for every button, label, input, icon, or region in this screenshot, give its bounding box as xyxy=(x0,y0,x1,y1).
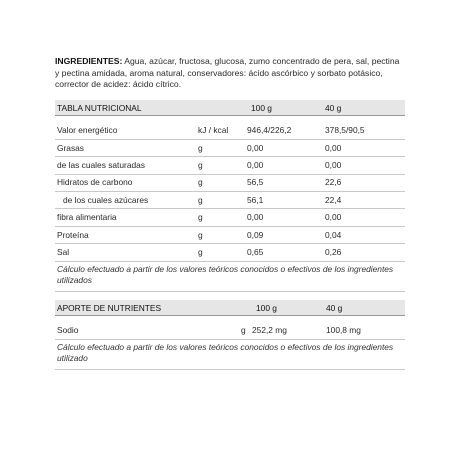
row-value-100g: 56,1 xyxy=(247,194,264,205)
table-row-salt xyxy=(55,244,405,261)
row-unit: g xyxy=(198,177,203,188)
table-row-protein xyxy=(55,227,405,244)
row-value-40g: 100,8 mg xyxy=(326,325,361,336)
table-row-carbohydrates xyxy=(55,175,405,192)
row-unit: kJ / kcal xyxy=(198,125,229,136)
row-name: Grasas xyxy=(57,142,84,153)
row-value-40g: 0,04 xyxy=(325,229,342,240)
ingredients-label: INGREDIENTES: xyxy=(55,56,123,66)
row-value-40g: 378,5/90,5 xyxy=(325,125,365,136)
ingredients-paragraph xyxy=(55,56,405,91)
row-name: Sodio xyxy=(57,325,79,336)
row-name: Valor energético xyxy=(57,125,118,136)
row-unit: g xyxy=(198,160,203,171)
nutrients-table-title: APORTE DE NUTRIENTES xyxy=(57,303,162,314)
row-value-100g: 0,09 xyxy=(247,229,264,240)
ingredients-text: Agua, azúcar, fructosa, glucosa, zumo concentrado de pera, sal, pectina y pectina amidada, aroma natural, conservadores: ácido ascórbico y sorbato potásico, corrector de acidez: ácido cítrico. xyxy=(55,56,400,90)
row-name: Proteína xyxy=(57,229,89,240)
nutrition-table-header xyxy=(55,100,405,116)
nutrients-table-header xyxy=(55,300,405,316)
table-spacer xyxy=(55,292,405,300)
row-value-40g: 22,4 xyxy=(325,194,342,205)
table-row-energy xyxy=(55,116,405,140)
table-row-fiber xyxy=(55,209,405,226)
row-value-100g: 0,65 xyxy=(247,247,264,258)
nutrition-table xyxy=(55,100,405,292)
table-row-sodium xyxy=(55,316,405,340)
table-row-saturated xyxy=(55,157,405,174)
row-value-40g: 0,00 xyxy=(325,160,342,171)
row-unit: g xyxy=(198,229,203,240)
nutrients-table xyxy=(55,300,405,370)
nutrition-label-document xyxy=(55,56,405,370)
row-value-100g: 946,4/226,2 xyxy=(247,125,292,136)
row-unit: g xyxy=(198,212,203,223)
row-unit: g xyxy=(198,194,203,205)
nutrition-table-title: TABLA NUTRICIONAL xyxy=(57,103,142,114)
row-value-100g: 0,00 xyxy=(247,142,264,153)
table-row-fats xyxy=(55,140,405,157)
nutrients-table-note: Cálculo efectuado a partir de los valores teóricos conocidos o efectivos de los ingredientes utilizado xyxy=(55,340,405,370)
row-value-100g: 252,2 mg xyxy=(252,325,287,336)
row-value-100g: 0,00 xyxy=(247,212,264,223)
header-40g: 40 g xyxy=(326,303,343,314)
header-100g: 100 g xyxy=(251,103,272,114)
row-name: Hidratos de carbono xyxy=(57,177,133,188)
nutrition-table-note: Cálculo efectuado a partir de los valores teóricos conocidos o efectivos de los ingredientes utilizados xyxy=(55,262,405,292)
row-name: de los cuales azúcares xyxy=(63,194,149,205)
row-name: Sal xyxy=(57,247,70,258)
row-unit: g xyxy=(198,247,203,258)
row-value-40g: 0,00 xyxy=(325,212,342,223)
row-value-40g: 0,00 xyxy=(325,142,342,153)
row-value-100g: 56,5 xyxy=(247,177,264,188)
row-value-40g: 0,26 xyxy=(325,247,342,258)
header-100g: 100 g xyxy=(256,303,277,314)
row-unit: g xyxy=(241,325,246,336)
header-40g: 40 g xyxy=(325,103,342,114)
row-unit: g xyxy=(198,142,203,153)
row-value-40g: 22,6 xyxy=(325,177,342,188)
table-row-sugars xyxy=(55,192,405,209)
row-name: de las cuales saturadas xyxy=(57,160,145,171)
row-name: fibra alimentaria xyxy=(57,212,117,223)
row-value-100g: 0,00 xyxy=(247,160,264,171)
